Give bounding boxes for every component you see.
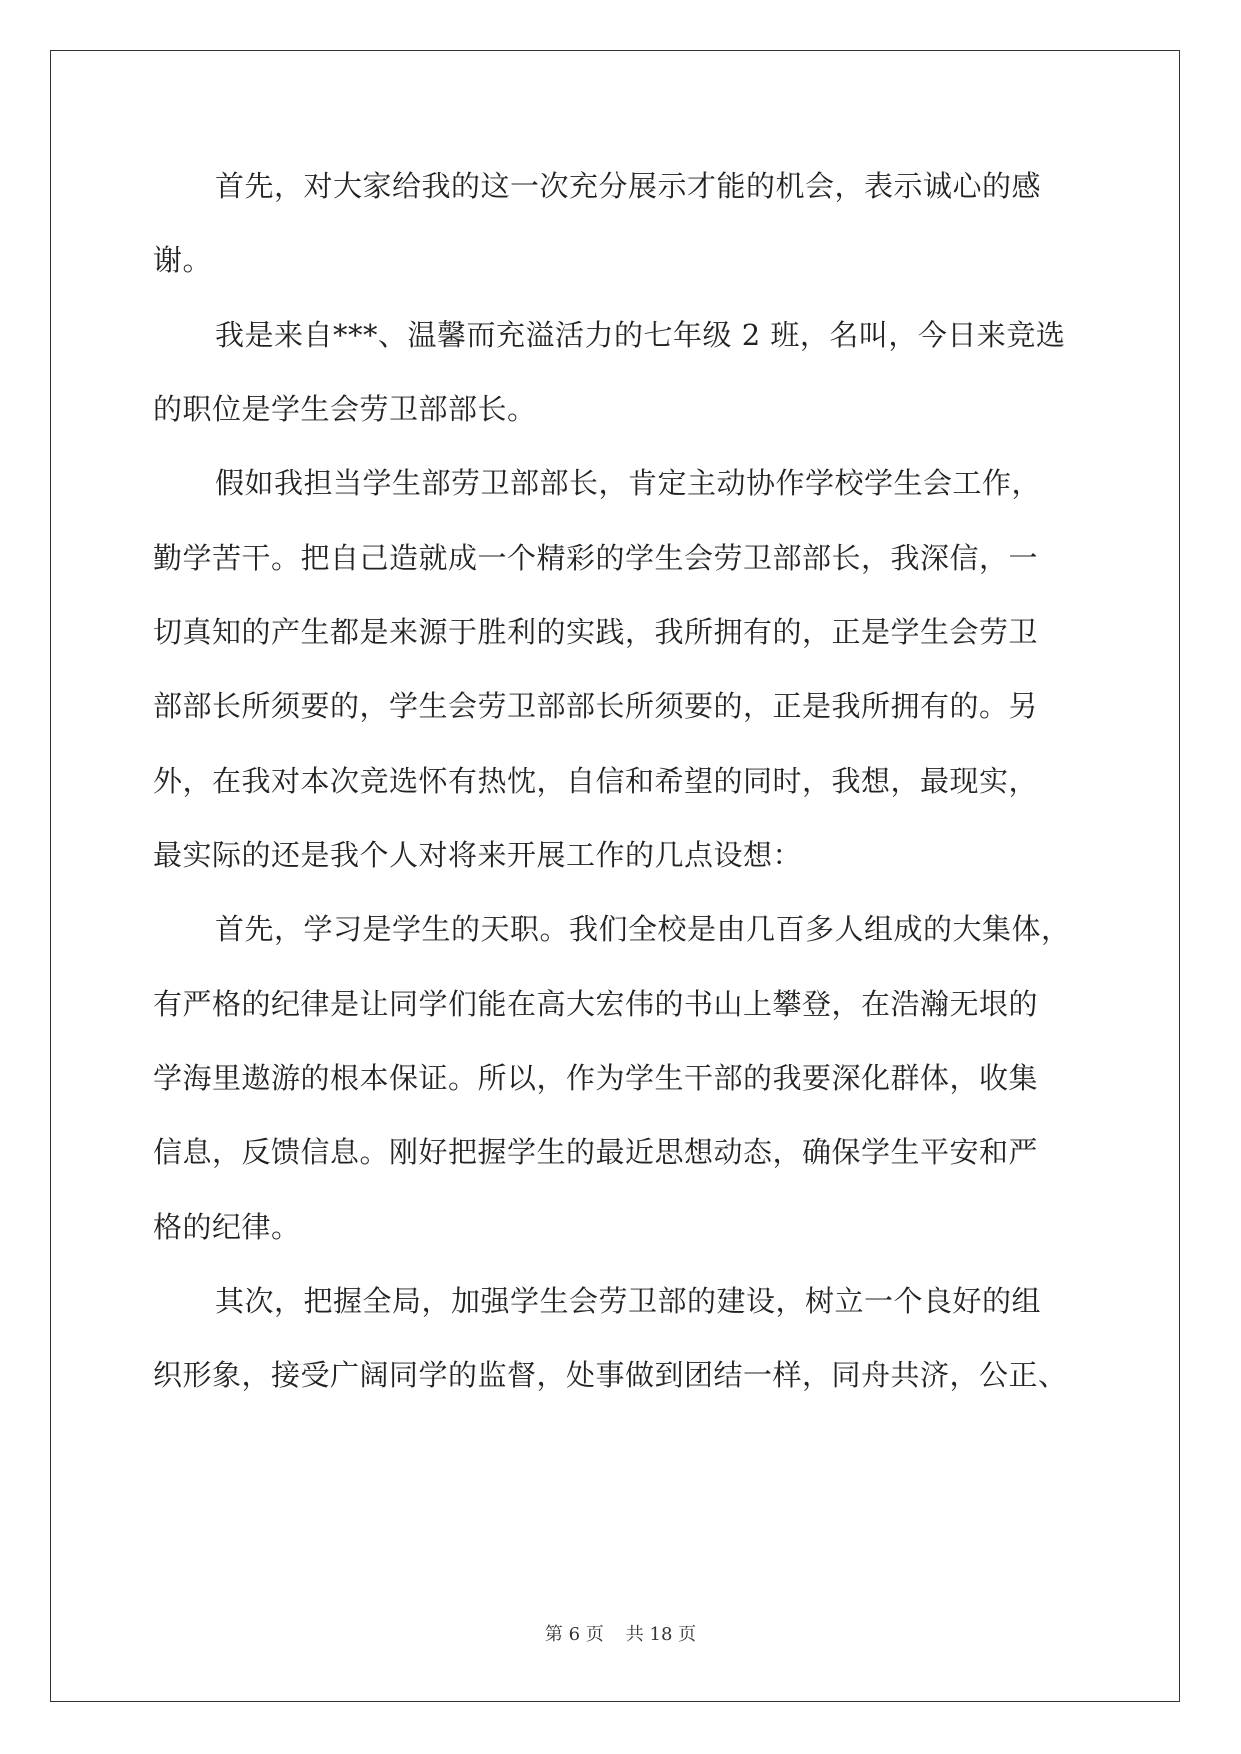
text-line: 最实际的还是我个人对将来开展工作的几点设想： (153, 838, 803, 872)
text-line: 有严格的纪律是让同学们能在高大宏伟的书山上攀登，在浩瀚无垠的 (153, 987, 1039, 1021)
text-line: 勤学苦干。把自己造就成一个精彩的学生会劳卫部部长，我深信，一 (153, 541, 1039, 575)
text-line: 信息，反馈信息。刚好把握学生的最近思想动态，确保学生平安和严 (153, 1135, 1039, 1169)
text-line: 假如我担当学生部劳卫部部长，肯定主动协作学校学生会工作， (215, 466, 1042, 500)
page-footer (0, 1620, 1241, 1646)
page-number: 第 6 页 (544, 1624, 604, 1645)
text-line: 切真知的产生都是来源于胜利的实践，我所拥有的，正是学生会劳卫 (153, 615, 1039, 649)
text-line: 首先，学习是学生的天职。我们全校是由几百多人组成的大集体， (215, 912, 1071, 946)
text-line: 我是来自***、温馨而充溢活力的七年级 2 班，名叫，今日来竞选 (215, 318, 1066, 352)
text-line: 谢。 (153, 243, 213, 277)
text-line: 部部长所须要的，学生会劳卫部部长所须要的，正是我所拥有的。另 (153, 689, 1039, 723)
text-line: 其次，把握全局，加强学生会劳卫部的建设，树立一个良好的组 (215, 1284, 1042, 1318)
text-line: 织形象，接受广阔同学的监督，处事做到团结一样，同舟共济，公正、 (153, 1358, 1068, 1392)
text-line: 格的纪律。 (153, 1210, 301, 1244)
text-line: 的职位是学生会劳卫部部长。 (153, 392, 537, 426)
text-line: 外，在我对本次竞选怀有热忱，自信和希望的同时，我想，最现实， (153, 764, 1039, 798)
text-line: 首先，对大家给我的这一次充分展示才能的机会，表示诚心的感 (215, 169, 1042, 203)
page-border (50, 50, 1180, 1702)
text-line: 学海里遨游的根本保证。所以，作为学生干部的我要深化群体，收集 (153, 1061, 1039, 1095)
page-total: 共 18 页 (625, 1624, 697, 1645)
